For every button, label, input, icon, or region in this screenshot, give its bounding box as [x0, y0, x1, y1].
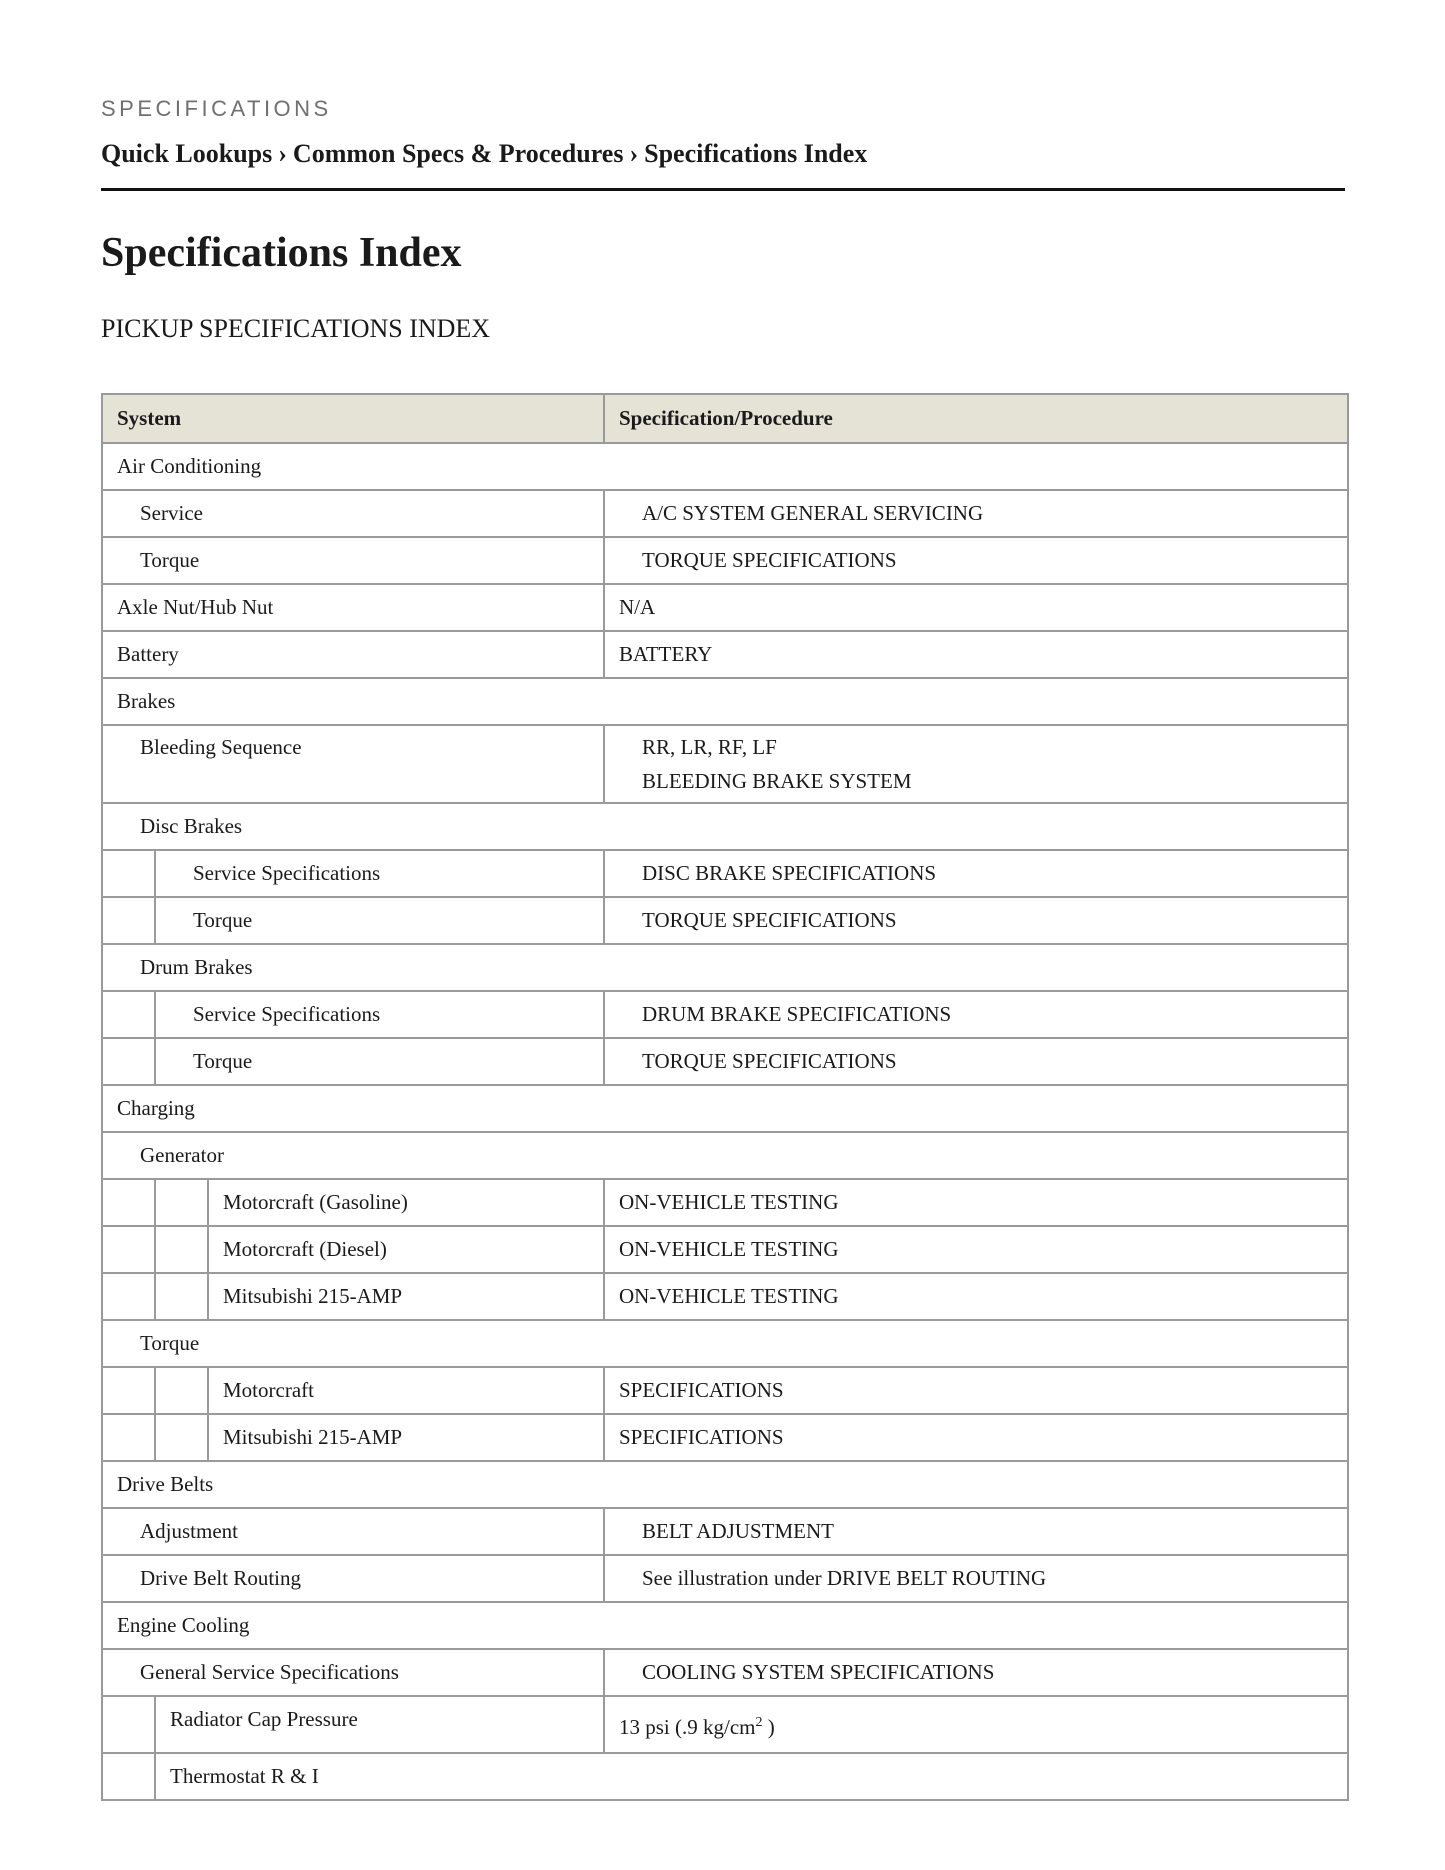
procedure-link[interactable]: TORQUE SPECIFICATIONS [604, 537, 1348, 584]
breadcrumb-item-specifications-index: Specifications Index [644, 139, 868, 168]
table-row [102, 1226, 1348, 1273]
breadcrumb-item-common-specs[interactable]: Common Specs & Procedures [292, 139, 624, 168]
table-row [102, 631, 1348, 678]
procedure-link[interactable]: ON-VEHICLE TESTING [604, 1226, 1348, 1273]
system-cell: Torque [155, 1038, 604, 1085]
section-kicker: SPECIFICATIONS [101, 96, 332, 121]
indent-cell [155, 1226, 208, 1273]
specifications-table [101, 393, 1349, 1801]
table-row [102, 1367, 1348, 1414]
system-cell: Mitsubishi 215-AMP [208, 1273, 604, 1320]
procedure-cell: N/A [604, 584, 1348, 631]
table-row [102, 443, 1348, 490]
table-row [102, 1602, 1348, 1649]
table-row [102, 1696, 1348, 1753]
table-row [102, 991, 1348, 1038]
table-row [102, 1038, 1348, 1085]
system-cell: Motorcraft (Gasoline) [208, 1179, 604, 1226]
system-subgroup-cell: Disc Brakes [102, 803, 1348, 850]
system-group-cell: Charging [102, 1085, 1348, 1132]
procedure-link[interactable]: DRUM BRAKE SPECIFICATIONS [604, 991, 1348, 1038]
indent-cell [102, 1273, 155, 1320]
indent-cell [102, 1367, 155, 1414]
page-subtitle: PICKUP SPECIFICATIONS INDEX [101, 314, 491, 343]
procedure-link[interactable]: BELT ADJUSTMENT [604, 1508, 1348, 1555]
procedure-link[interactable]: BATTERY [604, 631, 1348, 678]
breadcrumb-item-quick-lookups[interactable]: Quick Lookups [101, 139, 273, 168]
system-cell: Adjustment [102, 1508, 604, 1555]
table-row [102, 725, 1348, 803]
procedure-link[interactable]: See illustration under DRIVE BELT ROUTING [604, 1555, 1348, 1602]
procedure-link[interactable]: ON-VEHICLE TESTING [604, 1179, 1348, 1226]
indent-cell [102, 1696, 155, 1753]
system-cell: Thermostat R & I [155, 1753, 1348, 1800]
system-cell: Battery [102, 631, 604, 678]
system-cell: Service Specifications [155, 991, 604, 1038]
system-subgroup-cell: Drum Brakes [102, 944, 1348, 991]
breadcrumb-separator: › [629, 139, 639, 168]
indent-cell [102, 897, 155, 944]
indent-cell [155, 1367, 208, 1414]
procedure-link[interactable]: SPECIFICATIONS [604, 1367, 1348, 1414]
system-cell-label: Bleeding Sequence [140, 735, 302, 759]
system-cell: Drive Belt Routing [102, 1555, 604, 1602]
indent-cell [102, 1414, 155, 1461]
table-row [102, 584, 1348, 631]
system-subgroup-cell: Generator [102, 1132, 1348, 1179]
system-cell: Torque [102, 537, 604, 584]
indent-cell [102, 1038, 155, 1085]
indent-cell [155, 1273, 208, 1320]
system-cell: Motorcraft [208, 1367, 604, 1414]
procedure-text: RR, LR, RF, LF [642, 735, 777, 759]
system-cell: Service Specifications [155, 850, 604, 897]
procedure-value: 13 psi (.9 kg/cm [619, 1715, 756, 1739]
table-row [102, 678, 1348, 725]
indent-cell [102, 850, 155, 897]
procedure-link[interactable]: BLEEDING BRAKE SYSTEM [642, 769, 912, 793]
system-group-cell: Drive Belts [102, 1461, 1348, 1508]
procedure-link[interactable]: ON-VEHICLE TESTING [604, 1273, 1348, 1320]
system-group-cell: Air Conditioning [102, 443, 1348, 490]
procedure-value-tail: ) [762, 1715, 775, 1739]
table-row [102, 850, 1348, 897]
indent-cell [155, 1179, 208, 1226]
superscript-exponent: 2 [755, 1715, 763, 1730]
system-subgroup-cell: Torque [102, 1320, 1348, 1367]
table-row [102, 1649, 1348, 1696]
indent-cell [155, 1414, 208, 1461]
procedure-cell [604, 725, 1348, 803]
procedure-link[interactable]: TORQUE SPECIFICATIONS [604, 1038, 1348, 1085]
system-cell: Mitsubishi 215-AMP [208, 1414, 604, 1461]
system-group-cell: Engine Cooling [102, 1602, 1348, 1649]
table-row [102, 1414, 1348, 1461]
procedure-link[interactable]: COOLING SYSTEM SPECIFICATIONS [604, 1649, 1348, 1696]
column-header-system: System [102, 394, 604, 443]
table-row [102, 1085, 1348, 1132]
table-row [102, 1273, 1348, 1320]
system-cell: Axle Nut/Hub Nut [102, 584, 604, 631]
column-header-procedure: Specification/Procedure [604, 394, 1348, 443]
procedure-link[interactable]: DISC BRAKE SPECIFICATIONS [604, 850, 1348, 897]
table-header-row [102, 394, 1348, 443]
indent-cell [102, 1179, 155, 1226]
system-cell: Torque [155, 897, 604, 944]
procedure-cell [604, 1696, 1348, 1753]
system-group-cell: Brakes [102, 678, 1348, 725]
table-row [102, 803, 1348, 850]
system-cell: General Service Specifications [102, 1649, 604, 1696]
breadcrumb [101, 138, 1345, 191]
indent-cell [102, 1226, 155, 1273]
table-row [102, 897, 1348, 944]
table-row [102, 1461, 1348, 1508]
table-row [102, 944, 1348, 991]
indent-cell [102, 1753, 155, 1800]
system-cell: Radiator Cap Pressure [155, 1696, 604, 1753]
table-row [102, 1132, 1348, 1179]
page-title: Specifications Index [101, 230, 462, 276]
table-row [102, 1179, 1348, 1226]
system-cell: Motorcraft (Diesel) [208, 1226, 604, 1273]
indent-cell [102, 991, 155, 1038]
table-row [102, 1753, 1348, 1800]
table-row [102, 537, 1348, 584]
system-cell: Service [102, 490, 604, 537]
table-row [102, 1555, 1348, 1602]
table-row [102, 1508, 1348, 1555]
system-cell [102, 725, 604, 803]
procedure-link[interactable]: TORQUE SPECIFICATIONS [604, 897, 1348, 944]
table-row [102, 490, 1348, 537]
breadcrumb-separator: › [278, 139, 287, 168]
table-row [102, 1320, 1348, 1367]
procedure-link[interactable]: SPECIFICATIONS [604, 1414, 1348, 1461]
procedure-link[interactable]: A/C SYSTEM GENERAL SERVICING [604, 490, 1348, 537]
